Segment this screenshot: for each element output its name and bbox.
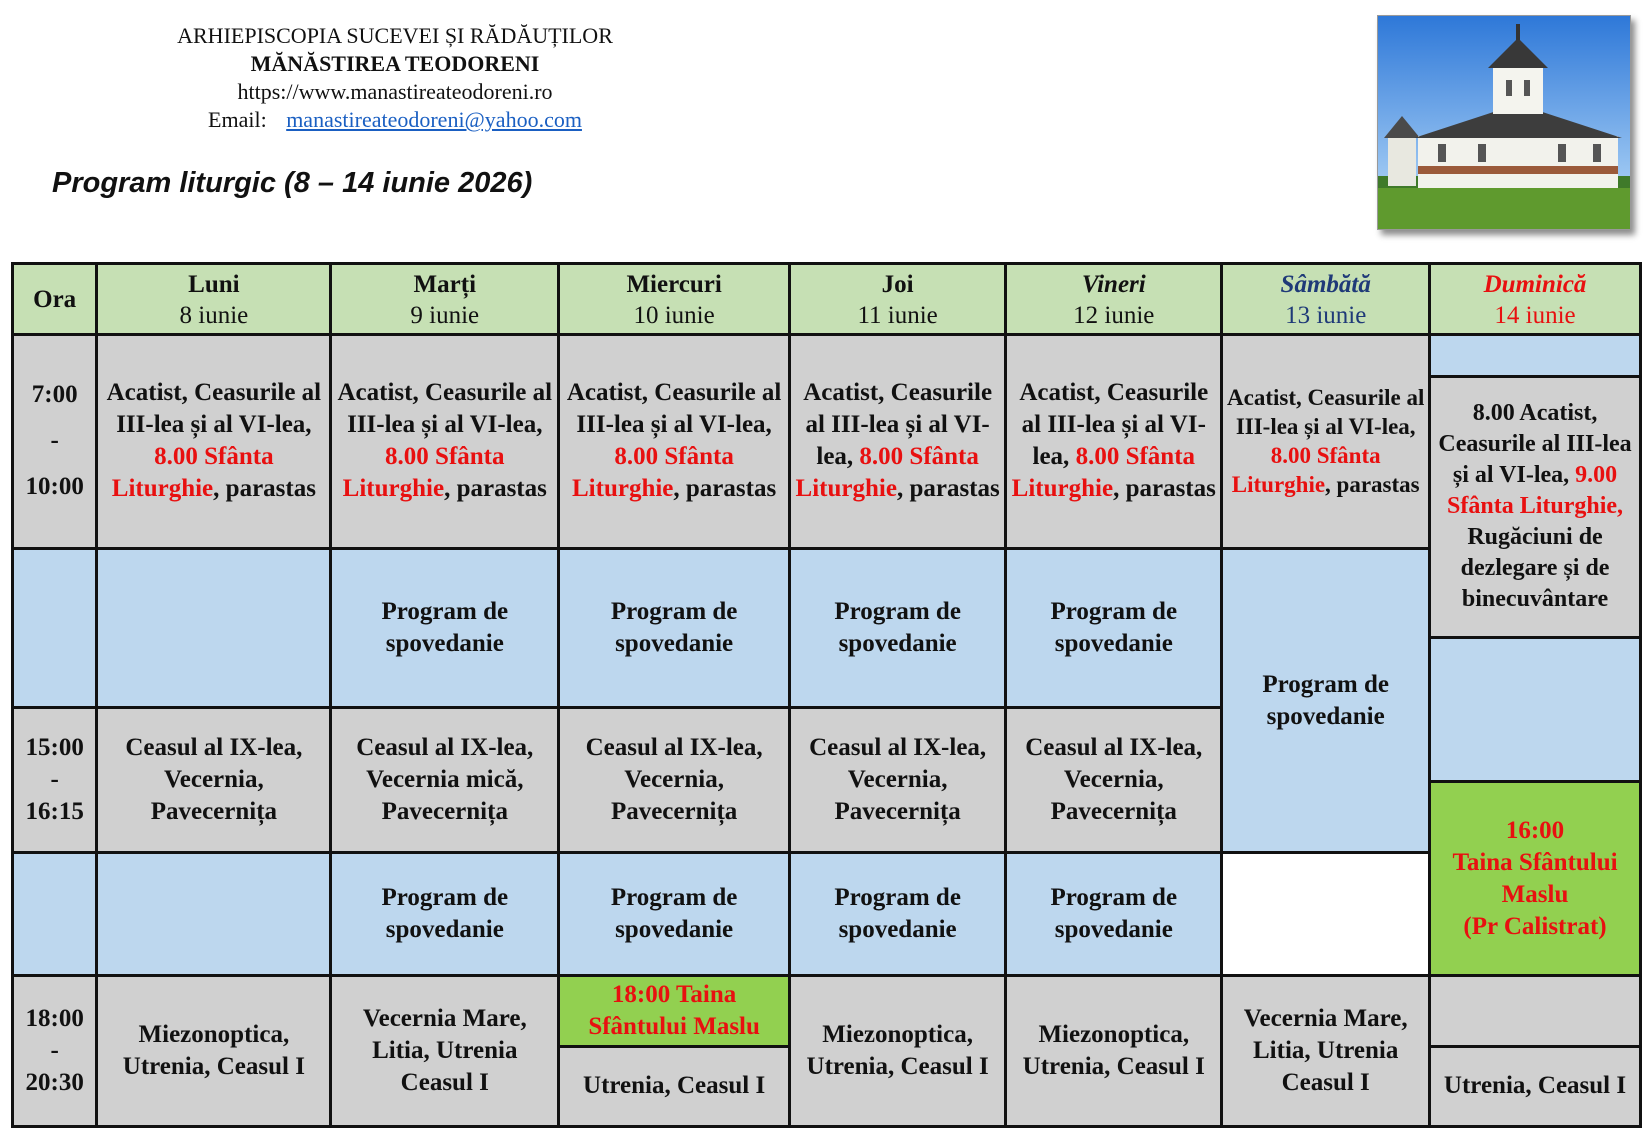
afternoon-time (13, 708, 97, 853)
day-date: 13 iunie (1285, 301, 1367, 329)
day-date: 11 iunie (857, 301, 938, 329)
tuesday-confession-2: Program de spovedanie (331, 853, 559, 976)
time-dash: - (50, 427, 59, 455)
wednesday-morning: Acatist, Ceasurile al III-lea și al VI-lea, 8.00 Sfânta Liturghie, parastas (559, 334, 790, 549)
email-line (150, 106, 640, 134)
wednesday-maslu: 18:00 Taina Sfântului Maslu (559, 976, 790, 1047)
archdiocese-name: ARHIEPISCOPIA SUCEVEI ȘI RĂDĂUȚILOR (177, 23, 613, 48)
friday-morning: Acatist, Ceasurile al III-lea și al VI-lea, 8.00 Sfânta Liturghie, parastas (1006, 334, 1222, 549)
monastery-photo (1377, 15, 1631, 230)
time-start: 18:00 (25, 1005, 84, 1033)
email-link[interactable]: manastireateodoreni@yahoo.com (286, 107, 582, 132)
day-name: Duminică (1483, 270, 1587, 298)
day-header-sunday (1430, 264, 1641, 335)
monastery-name: MĂNĂSTIREA TEODORENI (250, 51, 540, 76)
website[interactable]: https://www.manastireateodoreni.ro (237, 79, 553, 104)
day-date: 12 iunie (1073, 301, 1155, 329)
monday-afternoon: Ceasul al IX-lea, Vecernia, Pavecernița (97, 708, 331, 853)
tuesday-afternoon: Ceasul al IX-lea, Vecernia mică, Pavecernița (331, 708, 559, 853)
page-title: Program liturgic (8 – 14 iunie 2026) (52, 167, 533, 199)
monday-empty-1 (97, 549, 331, 708)
wednesday-afternoon: Ceasul al IX-lea, Vecernia, Pavecernița (559, 708, 790, 853)
monday-empty-2 (97, 853, 331, 976)
monday-evening: Miezonoptica, Utrenia, Ceasul I (97, 976, 331, 1127)
sunday-empty-top (1430, 334, 1641, 376)
day-header-tuesday (331, 264, 559, 335)
header-row (13, 264, 1641, 335)
thursday-confession-2: Program de spovedanie (790, 853, 1006, 976)
monday-morning: Acatist, Ceasurile al III-lea și al VI-lea, 8.00 Sfânta Liturghie, parastas (97, 334, 331, 549)
thursday-morning: Acatist, Ceasurile al III-lea și al VI-lea, 8.00 Sfânta Liturghie, parastas (790, 334, 1006, 549)
sunday-empty-mid (1430, 637, 1641, 781)
evening-time (13, 976, 97, 1127)
friday-evening: Miezonoptica, Utrenia, Ceasul I (1006, 976, 1222, 1127)
wednesday-evening: Utrenia, Ceasul I (559, 1046, 790, 1126)
day-header-monday (97, 264, 331, 335)
saturday-evening: Vecernia Mare, Litia, Utrenia Ceasul I (1222, 976, 1430, 1127)
day-header-thursday (790, 264, 1006, 335)
time-start: 15:00 (25, 734, 84, 762)
time-end: 10:00 (25, 473, 84, 501)
sunday-maslu: 16:00 Taina Sfântului Maslu (Pr Calistrat) (1430, 781, 1641, 976)
day-name: Marți (413, 270, 477, 298)
time-end: 16:15 (25, 798, 84, 826)
day-name: Luni (188, 270, 240, 298)
wednesday-confession-2: Program de spovedanie (559, 853, 790, 976)
wednesday-confession-1: Program de spovedanie (559, 549, 790, 708)
day-date: 14 iunie (1494, 301, 1576, 329)
saturday-confession: Program de spovedanie (1222, 549, 1430, 853)
tuesday-morning: Acatist, Ceasurile al III-lea și al VI-lea, 8.00 Sfânta Liturghie, parastas (331, 334, 559, 549)
thursday-evening: Miezonoptica, Utrenia, Ceasul I (790, 976, 1006, 1127)
evening-row (13, 976, 1641, 1047)
day-date: 9 iunie (410, 301, 480, 329)
time-start: 7:00 (31, 381, 78, 409)
day-header-friday (1006, 264, 1222, 335)
day-name: Vineri (1081, 270, 1146, 298)
day-date: 8 iunie (179, 301, 249, 329)
letterhead (150, 22, 640, 134)
day-name: Sâmbătă (1280, 270, 1371, 298)
morning-time (13, 334, 97, 549)
time-dash: - (50, 1037, 59, 1065)
friday-confession-2: Program de spovedanie (1006, 853, 1222, 976)
morning-row (13, 334, 1641, 376)
time-empty-2 (13, 853, 97, 976)
time-end: 20:30 (25, 1069, 84, 1097)
sunday-evening: Utrenia, Ceasul I (1430, 1046, 1641, 1126)
time-empty-1 (13, 549, 97, 708)
ora-header: Ora (13, 264, 97, 335)
day-date: 10 iunie (633, 301, 715, 329)
saturday-morning: Acatist, Ceasurile al III-lea și al VI-lea, 8.00 Sfânta Liturghie, parastas (1222, 334, 1430, 549)
day-name: Joi (881, 270, 914, 298)
friday-confession-1: Program de spovedanie (1006, 549, 1222, 708)
day-name: Miercuri (626, 270, 722, 298)
confession-row-2 (13, 853, 1641, 976)
schedule-table (11, 262, 1642, 1128)
day-header-saturday (1222, 264, 1430, 335)
friday-afternoon: Ceasul al IX-lea, Vecernia, Pavecernița (1006, 708, 1222, 853)
confession-row-1 (13, 549, 1641, 637)
email-label: Email: (208, 107, 267, 132)
tuesday-confession-1: Program de spovedanie (331, 549, 559, 708)
church-image (1378, 16, 1630, 229)
sunday-morning: 8.00 Acatist, Ceasurile al III-lea și al VI-lea, 9.00 Sfânta Liturghie, Rugăciuni de dezlegare și de binecuvântare (1430, 376, 1641, 637)
thursday-afternoon: Ceasul al IX-lea, Vecernia, Pavecernița (790, 708, 1006, 853)
thursday-confession-1: Program de spovedanie (790, 549, 1006, 708)
sunday-evening-empty (1430, 976, 1641, 1047)
tuesday-evening: Vecernia Mare, Litia, Utrenia Ceasul I (331, 976, 559, 1127)
day-header-wednesday (559, 264, 790, 335)
time-dash: - (50, 766, 59, 794)
